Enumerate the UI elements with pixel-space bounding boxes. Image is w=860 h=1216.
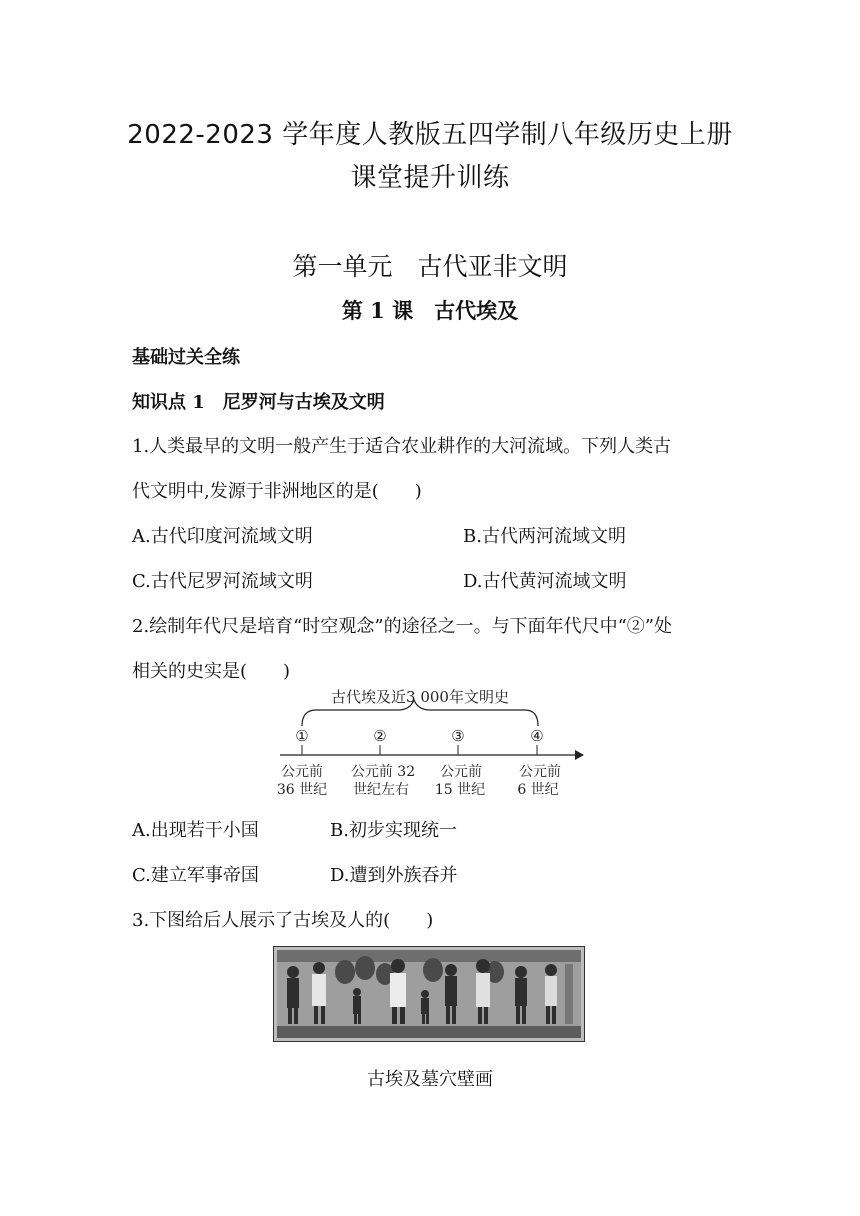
timeline-date-2-line2: 世纪左右: [353, 782, 409, 798]
q2-option-a: A.出现若干小国: [132, 820, 259, 841]
q1-option-b: B.古代两河流域文明: [463, 526, 626, 547]
timeline-date-3-line1: 公元前: [440, 764, 482, 780]
q1-option-c: C.古代尼罗河流域文明: [132, 571, 313, 592]
q1-option-a: A.古代印度河流域文明: [132, 526, 313, 547]
timeline-date-2-line1: 公元前 32: [350, 764, 416, 780]
q1-stem-line1: 1.人类最早的文明一般产生于适合农业耕作的大河流域。下列人类古: [132, 436, 672, 457]
timeline-date-4-line2: 6 世纪: [517, 782, 559, 798]
timeline-date-3-line2: 15 世纪: [434, 782, 486, 798]
timeline-date-1-line2: 36 世纪: [276, 782, 328, 798]
timeline-figure: [270, 688, 590, 803]
timeline-date-4-line1: 公元前: [519, 764, 561, 780]
timeline-marker-1: ①: [295, 727, 309, 745]
q1-option-d: D.古代黄河流域文明: [463, 571, 627, 592]
document-title-line1: 2022-2023 学年度人教版五四学制八年级历史上册: [127, 120, 733, 150]
q3-stem: 3.下图给后人展示了古埃及人的( ): [132, 910, 434, 931]
q2-option-c: C.建立军事帝国: [132, 865, 259, 886]
q2-stem-line1: 2.绘制年代尺是培育“时空观念”的途径之一。与下面年代尺中“②”处: [132, 616, 672, 637]
timeline-date-1-line1: 公元前: [281, 764, 323, 780]
timeline-brace-label: 古代埃及近3 000年文明史: [331, 688, 509, 706]
q1-stem-line2: 代文明中,发源于非洲地区的是( ): [132, 481, 422, 502]
unit-heading: 第一单元 古代亚非文明: [292, 252, 568, 281]
timeline-marker-3: ③: [451, 727, 465, 745]
document-title-line2: 课堂提升训练: [350, 163, 510, 193]
lesson-heading: 第 1 课 古代埃及: [341, 298, 519, 323]
timeline-marker-4: ④: [530, 727, 544, 745]
section-heading: 基础过关全练: [132, 347, 240, 368]
egyptian-tomb-mural-image: [273, 946, 585, 1042]
mural-caption: 古埃及墓穴壁画: [367, 1069, 493, 1090]
timeline-arrow-icon: [575, 750, 584, 760]
q2-stem-line2: 相关的史实是( ): [132, 661, 291, 682]
timeline-marker-2: ②: [373, 727, 387, 745]
q2-option-d: D.遭到外族吞并: [330, 865, 458, 886]
q2-option-b: B.初步实现统一: [330, 820, 457, 841]
knowledge-point-heading: 知识点 1 尼罗河与古埃及文明: [132, 392, 385, 413]
